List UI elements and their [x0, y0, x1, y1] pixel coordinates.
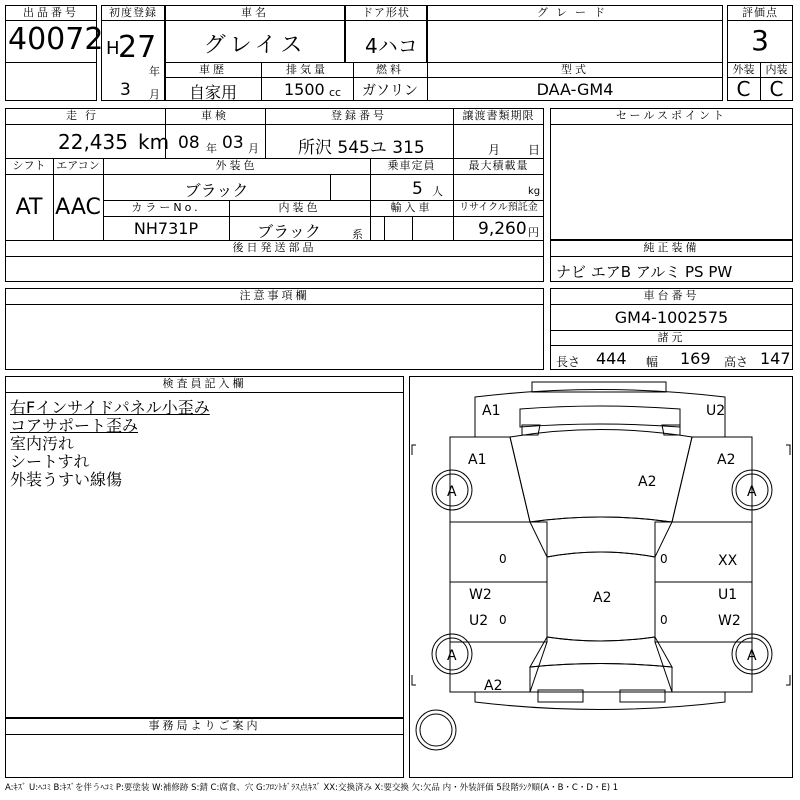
inspection-year-unit: 年: [206, 142, 217, 155]
divider: [427, 20, 723, 21]
inspection-label: 車検: [201, 109, 229, 122]
mark-rear-left: A2: [484, 678, 503, 694]
year-unit: 年: [149, 65, 160, 78]
divider: [453, 158, 454, 240]
divider: [5, 174, 103, 175]
capacity-label: 乗車定員: [387, 159, 436, 172]
chassis-value: GM4-1002575: [614, 308, 729, 327]
mark-hood: A2: [638, 474, 657, 490]
transfer-month: 月: [488, 143, 501, 157]
equip-label: 純正装備: [643, 241, 700, 254]
damage-diagram: [409, 376, 793, 778]
divider: [727, 20, 793, 21]
mark-door-rr-0: 0: [660, 613, 668, 627]
ext-color-label: 外装色: [215, 159, 258, 172]
mark-door-fr: 0: [660, 552, 668, 566]
lot-number: 40072: [8, 22, 104, 57]
first-reg-label: 初度登録: [109, 6, 157, 19]
divider: [384, 216, 385, 240]
car-name: グレイス: [203, 33, 307, 58]
mark-door-rl-0: 0: [499, 613, 507, 627]
mileage-label: 走行: [66, 109, 104, 122]
door-front-right: [655, 522, 752, 582]
door-rear-right: [655, 582, 752, 642]
load-label: 最大積載量: [468, 159, 529, 172]
inspector-note-3: 室内汚れ: [10, 434, 75, 453]
month-unit: 月: [149, 88, 160, 101]
door-value: 4ハコ: [365, 34, 418, 58]
mark-door-rl-1: W2: [469, 587, 492, 603]
fuel-label: 燃料: [376, 63, 404, 76]
height-label: 高さ: [724, 355, 749, 369]
sales-box: [550, 108, 793, 240]
mark-door-fr-xx: XX: [718, 553, 738, 569]
spare-tire: [416, 710, 456, 750]
int-color-suffix: 系: [352, 228, 363, 241]
mileage-value: 22,435: [58, 130, 128, 154]
width-label: 幅: [646, 355, 659, 369]
later-parts-label: 後日発送部品: [232, 241, 317, 254]
inspector-label: 検査員記入欄: [162, 377, 247, 390]
headlight-area: [520, 406, 680, 427]
displacement-label: 排気量: [286, 63, 328, 76]
inspector-note-1: 右Fインサイドパネル小歪み: [10, 398, 210, 417]
int-grade-label: 内装: [765, 63, 788, 76]
mark-wheel-fl: A: [447, 484, 457, 500]
rear-bumper: [475, 692, 725, 710]
shift-value: AT: [15, 195, 43, 220]
mark-wheel-rr: A: [747, 648, 757, 664]
divider: [103, 174, 544, 175]
mark-door-fl: 0: [499, 552, 507, 566]
divider: [5, 20, 97, 21]
inspector-note-5: 外装うすい線傷: [10, 470, 123, 489]
divider: [5, 392, 404, 393]
inspection-month-unit: 月: [248, 142, 259, 155]
inspection-year: 08: [178, 133, 200, 153]
reg-month: 3: [120, 80, 131, 100]
trunk: [530, 664, 672, 693]
shift-label: シフト: [12, 159, 46, 172]
int-grade-value: C: [769, 77, 784, 101]
mark-roof: A2: [593, 590, 612, 606]
reg-number-label: 登録番号: [331, 109, 387, 122]
history-label: 車歴: [199, 63, 227, 76]
divider: [165, 20, 345, 21]
era: H: [106, 38, 120, 59]
mark-door-rl-2: U2: [469, 613, 489, 629]
transfer-label: 譲渡書類期限: [462, 109, 535, 122]
lot-label: 出品番号: [23, 6, 79, 19]
divider: [5, 62, 97, 63]
caution-label: 注意事項欄: [239, 289, 310, 302]
capacity-unit: 人: [432, 185, 443, 198]
office-label: 事務局よりご案内: [148, 719, 261, 732]
divider: [370, 158, 371, 240]
divider: [412, 216, 413, 240]
height-value: 147: [760, 349, 791, 368]
dims-label: 諸元: [657, 331, 686, 344]
ext-color-value: ブラック: [184, 181, 249, 200]
color-no-value: NH731P: [133, 219, 199, 238]
color-no-label: カラーNo.: [131, 201, 201, 214]
divider: [453, 108, 454, 158]
divider: [550, 124, 793, 125]
reg-year: 27: [118, 30, 157, 65]
bracket-right: [786, 445, 790, 685]
divider: [330, 174, 331, 200]
mark-wheel-fr: A: [747, 484, 757, 500]
divider: [5, 304, 544, 305]
recycle-unit: 円: [528, 226, 539, 239]
fuel-value: ガソリン: [362, 83, 418, 99]
bracket-left: [412, 445, 416, 685]
recycle-label: リサイクル預託金: [459, 202, 538, 213]
windshield: [530, 517, 672, 557]
mileage-unit: km: [138, 130, 170, 154]
door-label: ドア形状: [362, 6, 410, 19]
mark-door-rr-2: W2: [718, 613, 741, 629]
inspector-note-4: シートすれ: [10, 452, 90, 471]
mark-fender-left: A1: [468, 452, 487, 468]
capacity-value: 5: [412, 179, 423, 199]
transfer-day: 日: [528, 143, 541, 157]
divider: [550, 304, 793, 305]
grade-label: グレード: [537, 6, 613, 19]
displacement-value: 1500: [284, 80, 325, 99]
history-value: 自家用: [188, 83, 237, 102]
recycle-value: 9,260: [478, 219, 527, 239]
load-unit: kg: [528, 186, 541, 197]
divider: [5, 256, 544, 257]
equip-value: ナビ エアB アルミ PS PW: [556, 263, 733, 281]
model-label: 型式: [561, 63, 589, 76]
chassis-label: 車台番号: [643, 289, 700, 302]
width-value: 169: [680, 349, 711, 368]
spare-tire-inner: [420, 714, 452, 746]
inspection-month: 03: [222, 133, 244, 153]
score-label: 評価点: [742, 6, 778, 19]
fender-left: [450, 437, 530, 522]
divider: [550, 345, 793, 346]
mark-door-rr-1: U1: [718, 587, 738, 603]
hood: [510, 430, 692, 523]
divider: [5, 124, 544, 125]
mark-front-left: A1: [482, 403, 501, 419]
divider: [103, 216, 544, 217]
car-name-label: 車名: [241, 6, 269, 19]
ac-value: AAC: [55, 195, 101, 220]
divider: [165, 77, 723, 78]
ext-grade-label: 外装: [732, 63, 755, 76]
car-diagram-svg: [410, 377, 792, 777]
ac-label: エアコン: [56, 159, 100, 172]
divider: [5, 734, 404, 735]
divider: [345, 20, 427, 21]
length-value: 444: [596, 349, 627, 368]
mark-front-right: U2: [706, 403, 726, 419]
ext-grade-value: C: [736, 77, 751, 101]
inspector-note-2: コアサポート歪み: [10, 416, 139, 435]
score-value: 3: [751, 24, 769, 57]
divider: [261, 62, 262, 101]
divider: [265, 108, 266, 158]
divider: [550, 256, 793, 257]
legend: A:ｷｽﾞ U:ﾍｺﾐ B:ｷｽﾞを伴うﾍｺﾐ P:要塗装 W:補修跡 S:錆 C:腐食、穴 G:ﾌﾛﾝﾄｶﾞﾗｽ点ｷｽﾞ XX:交換済み X:要交換 欠:欠品 内・外装評価 5段階ﾗﾝｸ順(A・B・C・D・E) 1: [5, 783, 619, 793]
mark-fender-right: A2: [717, 452, 736, 468]
divider: [101, 20, 165, 21]
displacement-unit: cc: [329, 86, 342, 99]
sales-label: セールスポイント: [615, 109, 727, 122]
rear-window: [530, 637, 672, 667]
int-color-label: 内装色: [278, 201, 321, 214]
door-rear-left: [450, 582, 547, 642]
length-label: 長さ: [556, 355, 581, 369]
mark-wheel-rl: A: [447, 648, 457, 664]
import-label: 輸入車: [390, 201, 433, 214]
int-color-value: ブラック: [257, 222, 321, 241]
model-value: DAA-GM4: [536, 80, 614, 99]
reg-number-value: 所沢 545ユ 315: [298, 138, 425, 158]
